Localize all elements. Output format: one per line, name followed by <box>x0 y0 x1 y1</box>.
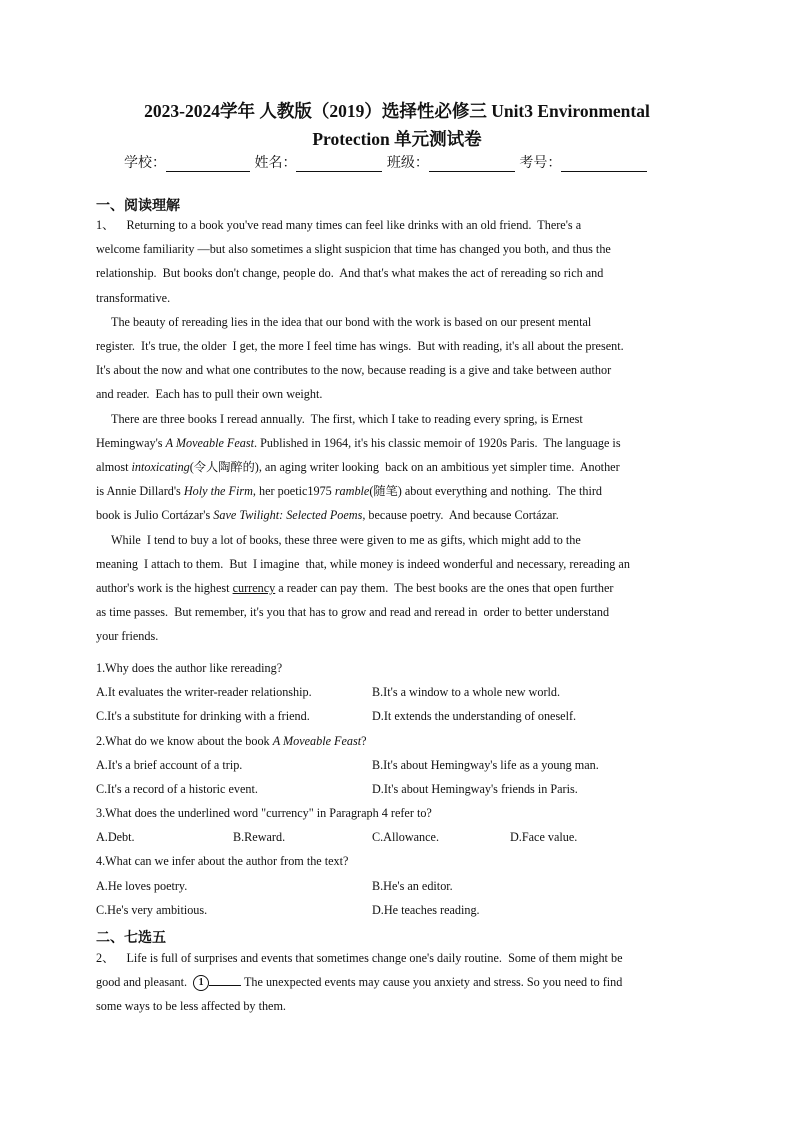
question-2-stem <box>96 734 367 749</box>
text: (令人陶醉的), an aging writer looking back on an ambitious yet simpler time. Another <box>189 460 620 475</box>
question-2-option-c[interactable]: C.It's a record of a historic event. <box>96 782 258 796</box>
passage-line: There are three books I reread annually. The first, which I take to reading every spring, is Ernest <box>96 411 583 426</box>
name-blank <box>296 156 382 172</box>
answer-blank[interactable] <box>209 973 241 986</box>
book-title: Holy the Firm <box>183 484 253 499</box>
question-1-option-a[interactable]: A.It evaluates the writer-reader relationship. <box>96 685 312 699</box>
text: (随笔) about everything and nothing. The third <box>369 484 602 499</box>
question-3-option-d[interactable]: D.Face value. <box>510 830 578 844</box>
passage-line: and reader. Each has to pull their own weight. <box>96 387 323 402</box>
question-1-option-b[interactable]: B.It's a window to a whole new world. <box>372 685 561 699</box>
text: a reader can pay them. The best books are the ones that open further <box>275 581 614 596</box>
question-2-option-d[interactable]: D.It's about Hemingway's friends in Paris. <box>372 782 578 796</box>
passage-line: register. It's true, the older I get, the more I feel time has wings. But with reading, it's all about the present. <box>96 339 624 354</box>
text: Hemingway's <box>96 435 166 450</box>
exam-title-line2: Protection 单元测试卷 <box>312 129 482 149</box>
book-title: Save Twilight: Selected Poems <box>213 508 363 523</box>
name-label: 姓名： <box>254 155 297 171</box>
question-4-option-b[interactable]: B.He's an editor. <box>372 879 453 893</box>
text: almost <box>96 460 132 475</box>
question-2-option-a[interactable]: A.It's a brief account of a trip. <box>96 758 243 772</box>
glossed-word: intoxicating <box>131 460 190 475</box>
passage-line <box>96 455 698 479</box>
question-3-option-c[interactable]: C.Allowance. <box>372 830 440 844</box>
text: 2.What do we know about the book <box>96 734 273 748</box>
book-title: A Moveable Feast <box>272 734 362 748</box>
exam-title-line1: 2023-2024学年 人教版（2019）选择性必修三 Unit3 Environmental <box>144 101 650 121</box>
passage-line <box>96 479 698 503</box>
underlined-word: currency <box>232 581 276 596</box>
text: ? <box>361 734 367 748</box>
school-blank <box>166 156 250 172</box>
class-label: 班级： <box>386 155 429 171</box>
question-2-option-b[interactable]: B.It's about Hemingway's life as a young man. <box>372 758 599 772</box>
question-3-stem: 3.What does the underlined word "currency" in Paragraph 4 refer to? <box>96 806 432 820</box>
passage-line: meaning I attach to them. But I imagine that, while money is indeed wonderful and necessary, rereading an <box>96 556 630 571</box>
passage-line: The beauty of rereading lies in the idea that our bond with the work is based on our present mental <box>96 314 592 329</box>
text: book is Julio Cortázar's <box>96 508 214 523</box>
text: , her poetic1975 <box>252 484 335 499</box>
question-4-option-d[interactable]: D.He teaches reading. <box>372 903 480 917</box>
passage-line: While I tend to buy a lot of books, these three were given to me as gifts, which might add to the <box>96 532 581 547</box>
passage-line: welcome familiarity —but also sometimes a slight suspicion that time has changed you both, and thus the <box>96 242 611 257</box>
text: . Published in 1964, it's his classic memoir of 1920s Paris. The language is <box>254 435 621 450</box>
question-4-option-a[interactable]: A.He loves poetry. <box>96 879 188 893</box>
passage-line <box>96 970 698 994</box>
question-4-stem: 4.What can we infer about the author from the text? <box>96 854 349 868</box>
passage-line: transformative. <box>96 290 171 305</box>
question-4-option-c[interactable]: C.He's very ambitious. <box>96 903 208 917</box>
seven-choose-five-passage <box>96 946 698 1019</box>
class-blank <box>429 156 515 172</box>
section-heading-seven-choose-five: 二、七选五 <box>96 930 166 946</box>
question-1-stem: 1.Why does the author like rereading? <box>96 661 283 675</box>
book-title: A Moveable Feast <box>165 435 255 450</box>
passage-line: your friends. <box>96 629 159 644</box>
question-1-option-d[interactable]: D.It extends the understanding of oneself. <box>372 709 577 723</box>
passage-line <box>96 431 698 455</box>
passage-line: relationship. But books don't change, people do. And that's what makes the act of rereading so rich and <box>96 266 604 281</box>
question-1-option-c[interactable]: C.It's a substitute for drinking with a friend. <box>96 709 310 723</box>
reading-passage <box>96 213 698 649</box>
passage-line: 1、 Returning to a book you've read many times can feel like drinks with an old friend. There's a <box>96 218 582 232</box>
question-3-option-b[interactable]: B.Reward. <box>233 830 286 844</box>
blank-number-badge: 1 <box>193 975 209 991</box>
text: is Annie Dillard's <box>96 484 184 499</box>
passage-line: some ways to be less affected by them. <box>96 999 286 1014</box>
passage-line <box>96 576 698 600</box>
passage-line <box>96 503 698 527</box>
passage-line: 2、 Life is full of surprises and events that sometimes change one's daily routine. Some of them might be <box>96 951 623 965</box>
passage-line: It's about the now and what one contributes to the now, because reading is a give and take between author <box>96 363 612 378</box>
text: , because poetry. And because Cortázar. <box>362 508 559 523</box>
text: The unexpected events may cause you anxiety and stress. So you need to find <box>241 975 623 990</box>
student-info-row <box>124 152 647 172</box>
question-3-option-a[interactable]: A.Debt. <box>96 830 135 844</box>
id-label: 考号： <box>519 155 562 171</box>
passage-line: as time passes. But remember, it's you that has to grow and read and reread in order to better understand <box>96 605 610 620</box>
id-blank <box>561 156 647 172</box>
glossed-word: ramble <box>334 484 370 499</box>
school-label: 学校： <box>124 155 166 171</box>
text: author's work is the highest <box>96 581 233 596</box>
section-heading-reading: 一、阅读理解 <box>96 198 180 214</box>
text: good and pleasant. <box>96 975 194 990</box>
